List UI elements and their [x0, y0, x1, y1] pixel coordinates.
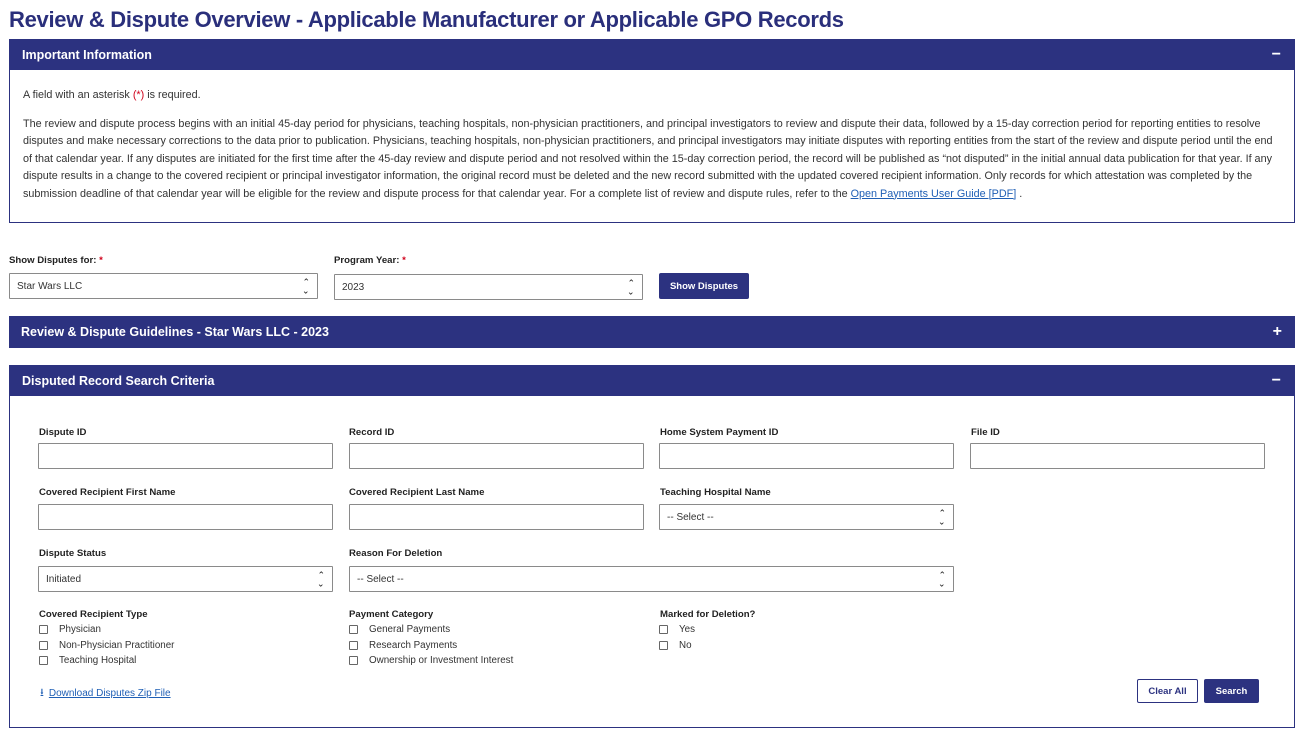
file-id-label: File ID [971, 427, 1000, 438]
download-icon: ⭳ [40, 687, 44, 699]
checkbox-no[interactable]: No [659, 638, 695, 654]
chevron-updown-icon: ⌃ ⌃ [302, 277, 310, 295]
checkbox-general-payments[interactable]: General Payments [349, 622, 513, 638]
dispute-id-input[interactable] [38, 443, 333, 469]
program-year-select[interactable]: 2023 ⌃ ⌃ [334, 274, 643, 300]
guidelines-title: Review & Dispute Guidelines - Star Wars LLC - 2023 [21, 325, 329, 339]
last-name-input[interactable] [349, 504, 644, 530]
checkbox-icon[interactable] [659, 641, 668, 650]
checkbox-yes[interactable]: Yes [659, 622, 695, 638]
important-info-body [10, 70, 1294, 213]
last-name-label: Covered Recipient Last Name [349, 487, 485, 498]
important-info-header[interactable] [10, 40, 1294, 70]
checkbox-icon[interactable] [39, 656, 48, 665]
recipient-type-group [39, 622, 174, 669]
collapse-icon[interactable]: − [1271, 46, 1281, 63]
important-info-title: Important Information [22, 48, 152, 62]
user-guide-link[interactable]: Open Payments User Guide [PDF] [850, 187, 1017, 200]
checkbox-icon[interactable] [349, 641, 358, 650]
checkbox-research-payments[interactable]: Research Payments [349, 638, 513, 654]
dispute-status-label: Dispute Status [39, 548, 107, 559]
checkbox-icon[interactable] [659, 625, 668, 634]
teaching-hospital-select[interactable]: -- Select -- ⌃ ⌃ [659, 504, 954, 530]
page-title: Review & Dispute Overview - Applicable Manufacturer or Applicable GPO Records [9, 7, 844, 32]
checkbox-non-physician-practitioner[interactable]: Non-Physician Practitioner [39, 638, 174, 654]
guidelines-panel [9, 316, 1295, 348]
search-criteria-header[interactable] [10, 366, 1294, 396]
checkbox-ownership-interest[interactable]: Ownership or Investment Interest [349, 653, 513, 669]
file-id-input[interactable] [970, 443, 1265, 469]
chevron-updown-icon: ⌃ ⌃ [627, 278, 635, 296]
first-name-input[interactable] [38, 504, 333, 530]
home-payment-id-label: Home System Payment ID [660, 427, 779, 438]
required-asterisk: (*) [132, 89, 145, 101]
download-zip-link[interactable]: ⭳ Download Disputes Zip File [40, 684, 171, 703]
checkbox-teaching-hospital[interactable]: Teaching Hospital [39, 653, 174, 669]
chevron-updown-icon: ⌃ ⌃ [938, 508, 946, 526]
chevron-updown-icon: ⌃ ⌃ [938, 570, 946, 588]
show-disputes-button[interactable]: Show Disputes [659, 273, 749, 299]
checkbox-icon[interactable] [39, 641, 48, 650]
home-payment-id-input[interactable] [659, 443, 954, 469]
collapse-icon[interactable]: − [1271, 372, 1281, 389]
show-disputes-label: Show Disputes for: * [9, 255, 103, 266]
guidelines-header[interactable] [9, 316, 1295, 348]
marked-deletion-group [659, 622, 695, 653]
search-criteria-panel [9, 365, 1295, 728]
checkbox-physician[interactable]: Physician [39, 622, 174, 638]
checkbox-icon[interactable] [39, 625, 48, 634]
important-info-panel [9, 39, 1295, 223]
expand-icon[interactable]: + [1272, 323, 1282, 340]
required-note: A field with an asterisk (*) is required. [23, 89, 201, 101]
marked-deletion-label: Marked for Deletion? [660, 609, 756, 620]
show-disputes-select[interactable]: Star Wars LLC ⌃ ⌃ [9, 273, 318, 299]
reason-deletion-label: Reason For Deletion [349, 548, 443, 559]
teaching-hospital-label: Teaching Hospital Name [660, 487, 771, 498]
payment-category-label: Payment Category [349, 609, 434, 620]
record-id-input[interactable] [349, 443, 644, 469]
chevron-updown-icon: ⌃ ⌃ [317, 570, 325, 588]
recipient-type-label: Covered Recipient Type [39, 609, 148, 620]
first-name-label: Covered Recipient First Name [39, 487, 176, 498]
program-year-label: Program Year: * [334, 255, 406, 266]
record-id-label: Record ID [349, 427, 395, 438]
dispute-process-paragraph: The review and dispute process begins with an initial 45-day period for physicians, teaching hospitals, non-physician practitioners, and principal investigators to review and dispute their data, followed by a 15-day correction period for reporting entities to resolve disputes and make necessary corrections to the data prior to publication. Physicians, teaching hospitals, non-physician practitioners, and principal investigators may initiate disputes with reporting entities from the start of the review and dispute period until the end of that calendar year. If any disputes are initiated for the first time after the 45-day review and dispute period and not resolved within the 15-day correction period, the record will be published as “not disputed” in the initial annual data publication for that year. If any dispute results in a change to the covered recipient or principal investigator information, the original record must be deleted and the new record submitted with the updated covered recipient information. Only records for which attestation was completed by the submission deadline of that calendar year will be eligible for the review and dispute process for that calendar year. For a complete list of review and dispute rules, refer to the Open Payments User Guide [PDF] . [23, 117, 1273, 200]
checkbox-icon[interactable] [349, 656, 358, 665]
checkbox-icon[interactable] [349, 625, 358, 634]
reason-deletion-select[interactable]: -- Select -- ⌃ ⌃ [349, 566, 954, 592]
payment-category-group [349, 622, 513, 669]
dispute-status-select[interactable]: Initiated ⌃ ⌃ [38, 566, 333, 592]
search-criteria-title: Disputed Record Search Criteria [22, 374, 215, 388]
search-button[interactable]: Search [1204, 679, 1259, 703]
clear-all-button[interactable]: Clear All [1137, 679, 1198, 703]
dispute-id-label: Dispute ID [39, 427, 87, 438]
